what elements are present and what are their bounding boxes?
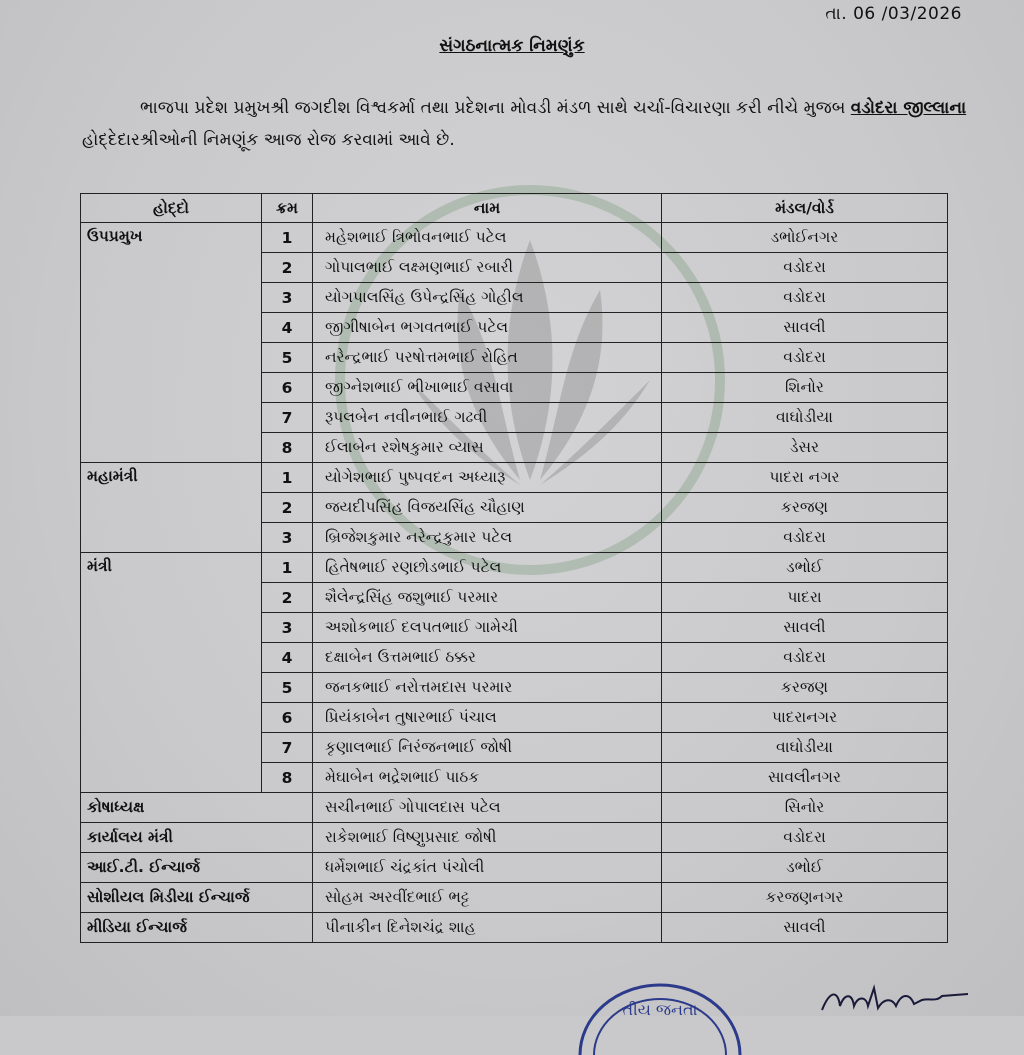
table-row [81,883,948,913]
name-cell: મેઘાબેન ભદ્રેશભાઈ પાઠક [313,763,662,793]
name-cell: રૂપલબેન નવીનભાઈ ગઢવી [313,403,662,433]
mandal-cell: સાવલીનગર [662,763,948,793]
mandal-cell: વડોદરા [662,343,948,373]
name-cell: શૈલેન્દ્રસિંહ જશુભાઈ પરમાર [313,583,662,613]
name-cell: દક્ષાબેન ઉત્તમભાઈ ઠક્કર [313,643,662,673]
intro-paragraph [82,92,967,156]
mandal-cell: પાદરાનગર [662,703,948,733]
designation-cell: મંત્રી [81,553,262,793]
name-cell: સોહમ અરવીંદભાઈ ભટ્ટ [313,883,662,913]
intro-district: વડોદરા જીલ્લાના [850,98,967,118]
name-cell: જયદીપસિંહ વિજયસિંહ ચૌહાણ [313,493,662,523]
seal-text: તીય જનતા [622,1000,698,1019]
mandal-cell: ડભોઈ [662,853,948,883]
name-cell: પ્રિયંકાબેન તુષારભાઈ પંચાલ [313,703,662,733]
name-cell: અશોકભાઈ દલપતભાઈ ગામેચી [313,613,662,643]
mandal-cell: સાવલી [662,313,948,343]
mandal-cell: કરજણ [662,493,948,523]
serial-cell: 6 [262,703,313,733]
serial-cell: 4 [262,313,313,343]
serial-cell: 7 [262,403,313,433]
mandal-cell: સિનોર [662,793,948,823]
appointments-table [80,193,948,943]
serial-cell: 2 [262,583,313,613]
serial-cell: 6 [262,373,313,403]
serial-cell: 5 [262,673,313,703]
party-seal-stamp [570,975,750,1055]
designation-cell: મીડિયા ઈન્ચાર્જ [81,913,313,943]
name-cell: ધર્મેશભાઈ ચંદ્રકાંત પંચોલી [313,853,662,883]
mandal-cell: ડભોઈનગર [662,223,948,253]
serial-cell: 8 [262,763,313,793]
name-cell: મહેશભાઈ ત્રિભોવનભાઈ પટેલ [313,223,662,253]
mandal-cell: કરજણનગર [662,883,948,913]
designation-cell: મહામંત્રી [81,463,262,553]
intro-text-part1: ભાજપા પ્રદેશ પ્રમુખશ્રી જગદીશ વિશ્વકર્મા તથા પ્રદેશના મોવડી મંડળ સાથે ચર્ચા-વિચારણા કરી નીચે મુજબ [140,98,846,118]
serial-cell: 3 [262,613,313,643]
table-row [81,553,948,583]
name-cell: રાકેશભાઈ વિષ્ણુપ્રસાદ જોષી [313,823,662,853]
designation-cell: કાર્યાલય મંત્રી [81,823,313,853]
mandal-cell: કરજણ [662,673,948,703]
serial-cell: 8 [262,433,313,463]
mandal-cell: પાદરા [662,583,948,613]
name-cell: યોગેશભાઈ પુષ્પવદન અધ્યારૂ [313,463,662,493]
table-row [81,853,948,883]
mandal-cell: વડોદરા [662,823,948,853]
table-row [81,913,948,943]
mandal-cell: ડેસર [662,433,948,463]
mandal-cell: વાઘોડીયા [662,403,948,433]
mandal-cell: વડોદરા [662,643,948,673]
mandal-cell: વાઘોડીયા [662,733,948,763]
name-cell: હિતેષભાઈ રણછોડભાઈ પટેલ [313,553,662,583]
mandal-cell: વડોદરા [662,283,948,313]
serial-cell: 2 [262,493,313,523]
serial-cell: 7 [262,733,313,763]
mandal-cell: પાદરા નગર [662,463,948,493]
serial-cell: 3 [262,283,313,313]
designation-cell: ઉપપ્રમુખ [81,223,262,463]
serial-cell: 4 [262,643,313,673]
name-cell: સચીનભાઈ ગોપાલદાસ પટેલ [313,793,662,823]
designation-cell: સોશીયલ મિડીયા ઈન્ચાર્જ [81,883,313,913]
mandal-cell: વડોદરા [662,253,948,283]
handwritten-signature [818,980,978,1016]
serial-cell: 2 [262,253,313,283]
mandal-cell: શિનોર [662,373,948,403]
mandal-cell: વડોદરા [662,523,948,553]
name-cell: જીગ્નેશભાઈ ભીખાભાઈ વસાવા [313,373,662,403]
serial-cell: 1 [262,463,313,493]
name-cell: નરેન્દ્રભાઈ પરષોત્તમભાઈ રોહિત [313,343,662,373]
name-cell: કૃણાલભાઈ નિરંજનભાઈ જોષી [313,733,662,763]
table-row [81,223,948,253]
header-name: નામ [313,194,662,223]
document-date: તા. 06 /03/2026 [825,4,962,24]
name-cell: જનકભાઈ નરોત્તમદાસ પરમાર [313,673,662,703]
serial-cell: 5 [262,343,313,373]
document-title [0,36,1024,56]
name-cell: યોગપાલસિંહ ઉપેન્દ્રસિંહ ગોહીલ [313,283,662,313]
mandal-cell: ડભોઈ [662,553,948,583]
name-cell: ઈલાબેન રશેષકુમાર વ્યાસ [313,433,662,463]
mandal-cell: સાવલી [662,613,948,643]
name-cell: બ્રિજેશકુમાર નરેન્દ્રકુમાર પટેલ [313,523,662,553]
table-row [81,463,948,493]
mandal-cell: સાવલી [662,913,948,943]
table-header-row [81,194,948,223]
name-cell: ગોપાલભાઈ લક્ષ્મણભાઈ રબારી [313,253,662,283]
designation-cell: કોષાધ્યક્ષ [81,793,313,823]
document-title-text: સંગઠનાત્મક નિમણુંક [439,36,585,56]
header-serial: ક્રમ [262,194,313,223]
intro-text-part2: હોદ્દેદારશ્રીઓની નિમણૂંક આજ રોજ કરવામાં આવે છે. [82,130,455,150]
serial-cell: 3 [262,523,313,553]
name-cell: જીગીષાબેન ભગવતભાઈ પટેલ [313,313,662,343]
table-row [81,823,948,853]
designation-cell: આઈ.ટી. ઈન્ચાર્જ [81,853,313,883]
table-body [81,223,948,943]
table-row [81,793,948,823]
serial-cell: 1 [262,553,313,583]
name-cell: પીનાકીન દિનેશચંદ્ર શાહ [313,913,662,943]
header-mandal: મંડલ/વોર્ડ [662,194,948,223]
serial-cell: 1 [262,223,313,253]
header-designation: હોદ્દો [81,194,262,223]
